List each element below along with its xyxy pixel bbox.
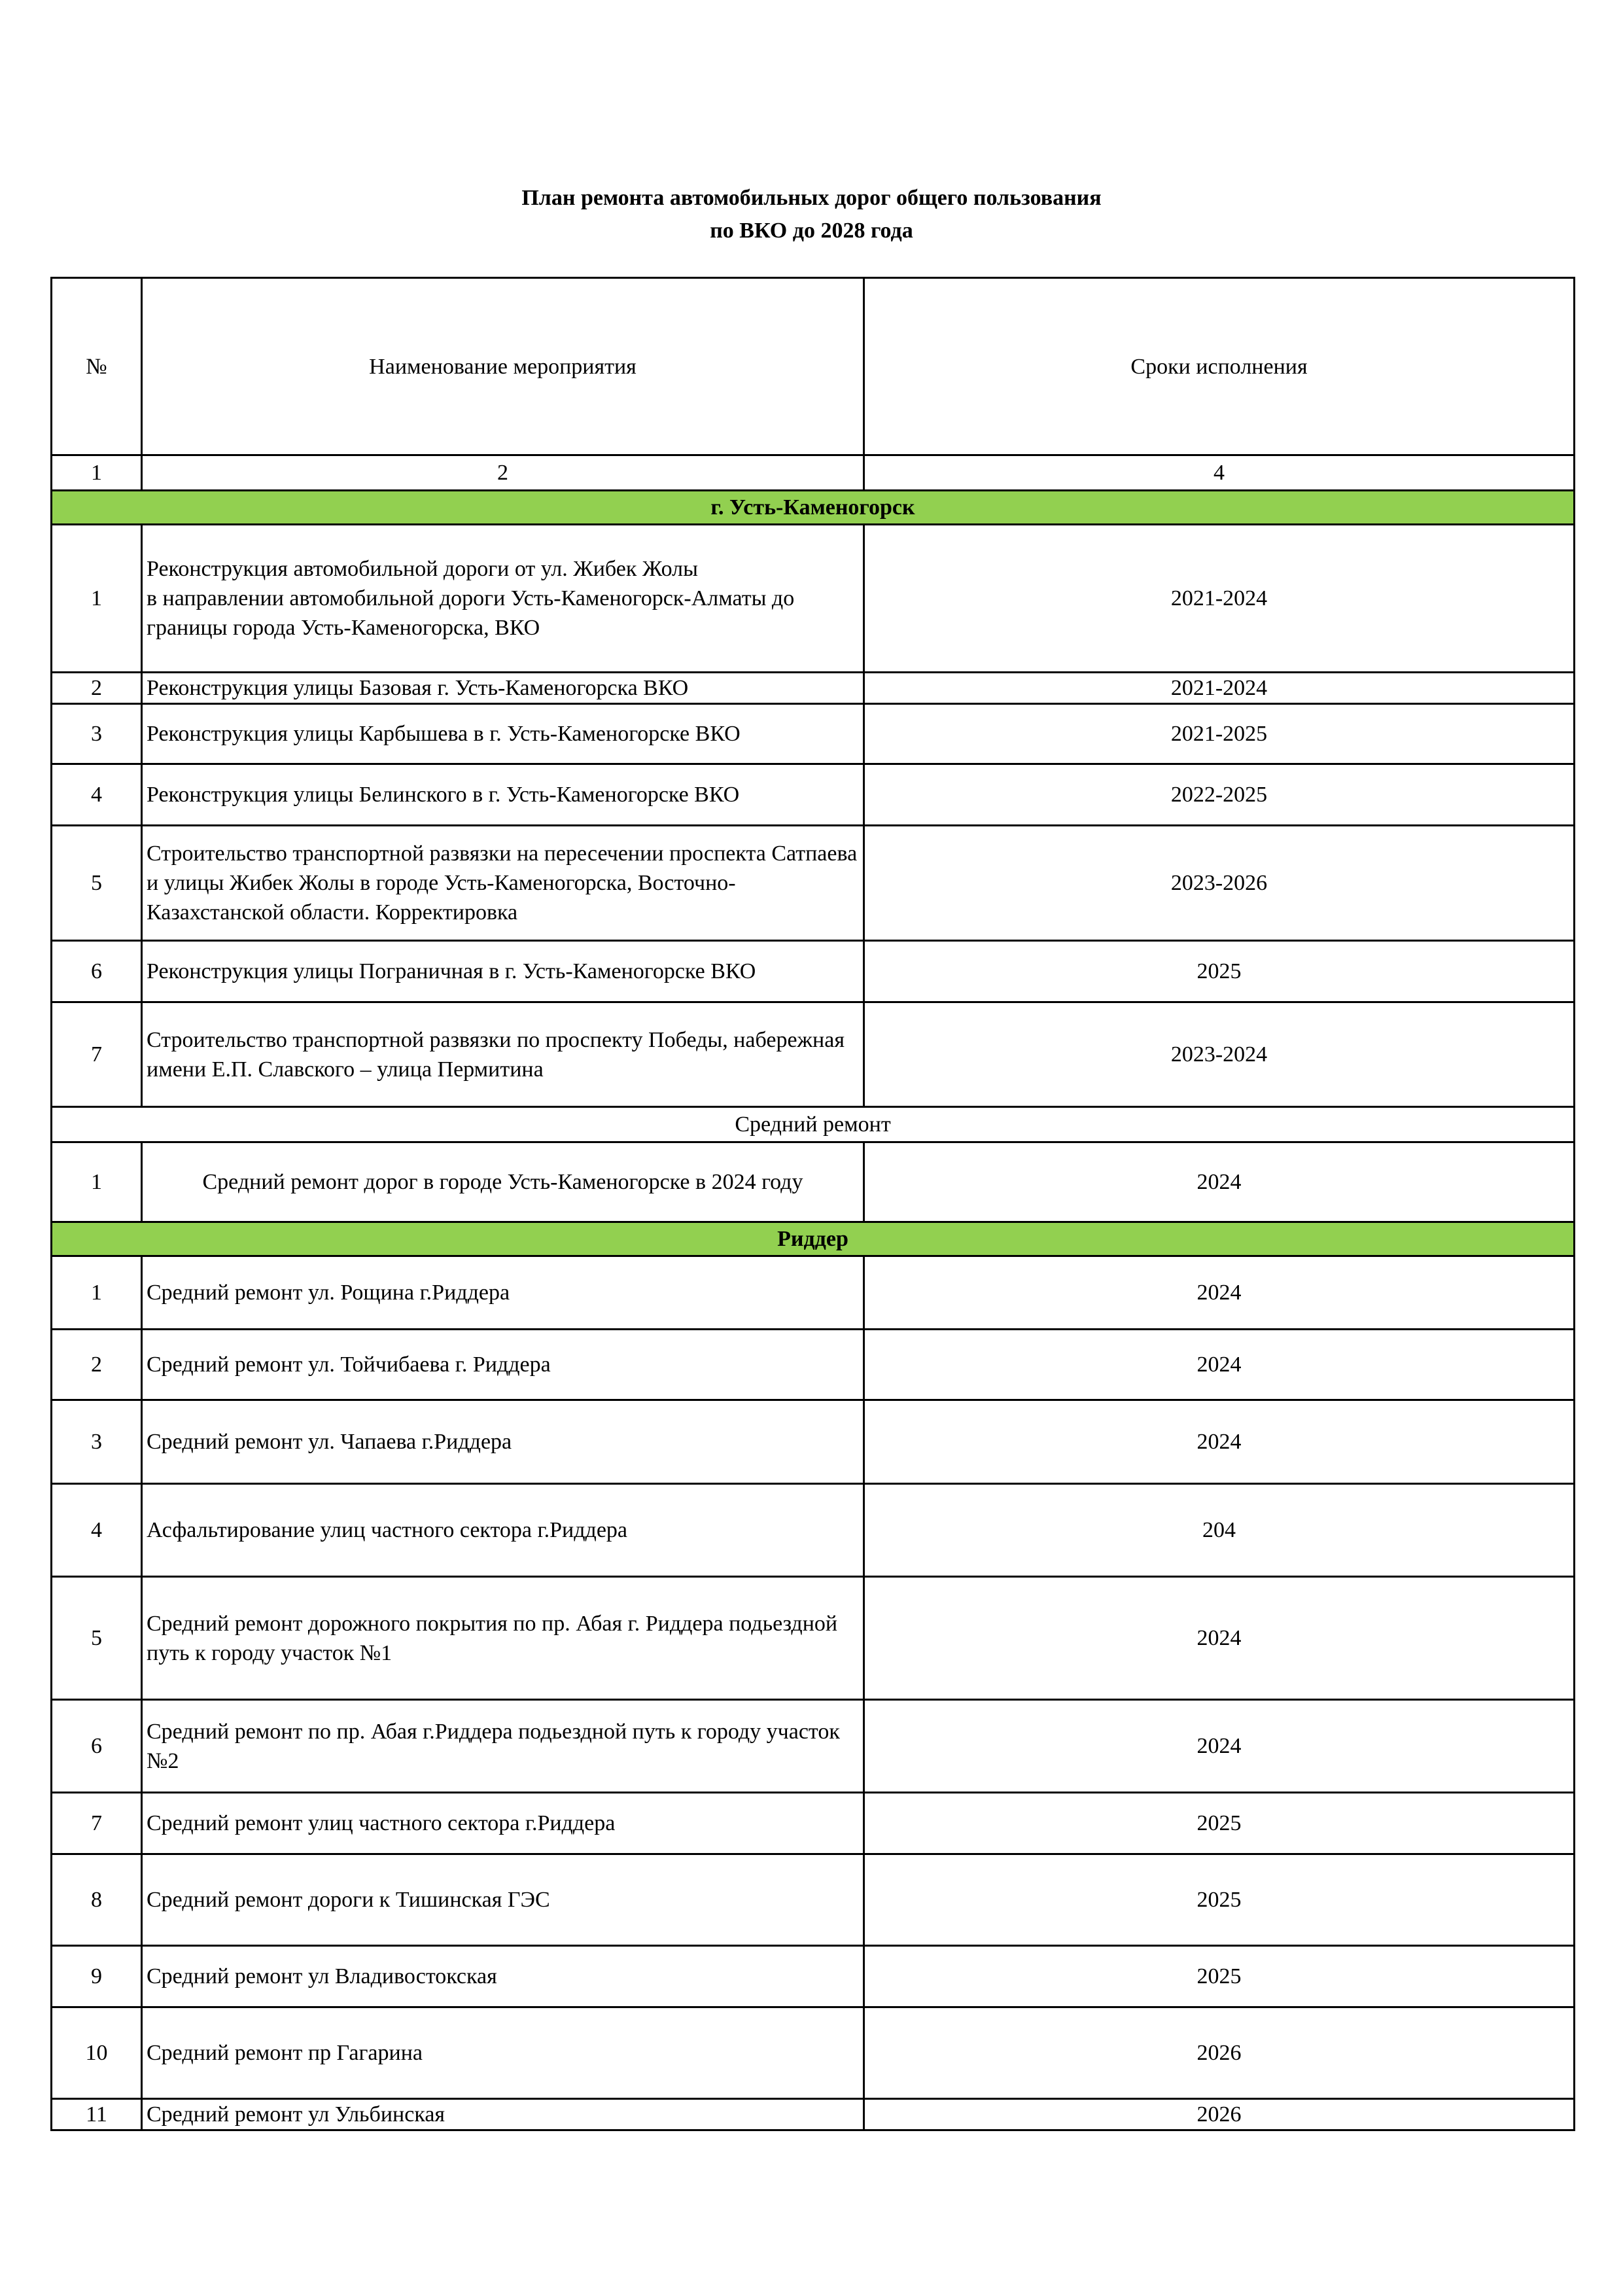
row-terms: 2025 [864,1793,1575,1854]
header-numbers-row [52,455,1575,491]
row-name: Строительство транспортной развязки по проспекту Победы, набережная имени Е.П. Славского – улица Пермитина [142,1002,864,1107]
row-name: Асфальтирование улиц частного сектора г.Риддера [142,1484,864,1577]
table-row [52,704,1575,764]
row-terms: 204 [864,1484,1575,1577]
row-terms: 2025 [864,1854,1575,1946]
plan-table [50,277,1575,2131]
row-number: 8 [52,1854,142,1946]
table-row [52,1330,1575,1400]
section-title: г. Усть-Каменогорск [52,491,1575,525]
row-terms: 2022-2025 [864,764,1575,826]
table-row [52,2099,1575,2130]
row-terms: 2021-2024 [864,525,1575,673]
row-name: Строительство транспортной развязки на пересечении проспекта Сатпаева и улицы Жибек Жолы в городе Усть-Каменогорска, Восточно-Казахстанской области. Корректировка [142,826,864,941]
row-name: Средний ремонт пр Гагарина [142,2007,864,2099]
row-name: Средний ремонт ул. Чапаева г.Риддера [142,1400,864,1484]
row-name: Реконструкция улицы Карбышева в г. Усть-Каменогорске ВКО [142,704,864,764]
table-row [52,1484,1575,1577]
table-row [52,941,1575,1002]
row-number: 2 [52,673,142,704]
header-col-index-3: 4 [864,455,1575,491]
row-number: 6 [52,1700,142,1793]
row-number: 1 [52,1256,142,1330]
row-terms: 2024 [864,1256,1575,1330]
table-row [52,1002,1575,1107]
row-number: 7 [52,1002,142,1107]
row-number: 6 [52,941,142,1002]
row-name: Средний ремонт ул Владивостокская [142,1946,864,2007]
table-row [52,1142,1575,1222]
row-number: 1 [52,525,142,673]
row-terms: 2025 [864,1946,1575,2007]
table-row [52,1700,1575,1793]
row-name: Средний ремонт улиц частного сектора г.Риддера [142,1793,864,1854]
row-terms: 2026 [864,2007,1575,2099]
table-row [52,1793,1575,1854]
row-terms: 2024 [864,1577,1575,1700]
row-terms: 2026 [864,2099,1575,2130]
row-terms: 2024 [864,1330,1575,1400]
header-col-index-2: 2 [142,455,864,491]
row-number: 3 [52,1400,142,1484]
row-name: Средний ремонт дорог в городе Усть-Каменогорске в 2024 году [142,1142,864,1222]
header-row [52,278,1575,455]
row-terms: 2023-2026 [864,826,1575,941]
table-row [52,673,1575,704]
row-number: 4 [52,1484,142,1577]
subsection-header [52,1107,1575,1142]
row-name: Средний ремонт ул. Тойчибаева г. Риддера [142,1330,864,1400]
section-header [52,491,1575,525]
row-name: Средний ремонт ул Ульбинская [142,2099,864,2130]
row-name: Средний ремонт по пр. Абая г.Риддера подьездной путь к городу участок №2 [142,1700,864,1793]
row-name: Средний ремонт дорожного покрытия по пр. Абая г. Риддера подьездной путь к городу участок №1 [142,1577,864,1700]
table-row [52,1854,1575,1946]
table-row [52,764,1575,826]
row-number: 7 [52,1793,142,1854]
row-number: 5 [52,826,142,941]
row-number: 2 [52,1330,142,1400]
table-row [52,826,1575,941]
row-terms: 2024 [864,1142,1575,1222]
row-terms: 2021-2025 [864,704,1575,764]
table-row [52,525,1575,673]
row-name: Средний ремонт ул. Рощина г.Риддера [142,1256,864,1330]
section-title: Риддер [52,1222,1575,1256]
row-name: Реконструкция автомобильной дороги от ул. Жибек Жолы в направлении автомобильной дороги Усть-Каменогорск-Алматы до границы города Усть-Каменогорска, ВКО [142,525,864,673]
header-name: Наименование мероприятия [142,278,864,455]
header-col-index-1: 1 [52,455,142,491]
table-row [52,1400,1575,1484]
document-title [0,182,1623,247]
row-terms: 2024 [864,1700,1575,1793]
row-terms: 2024 [864,1400,1575,1484]
title-line-2: по ВКО до 2028 года [710,219,913,243]
section-header [52,1222,1575,1256]
row-number: 5 [52,1577,142,1700]
row-name: Реконструкция улицы Пограничная в г. Усть-Каменогорске ВКО [142,941,864,1002]
header-terms: Сроки исполнения [864,278,1575,455]
table-row [52,1577,1575,1700]
row-name: Средний ремонт дороги к Тишинская ГЭС [142,1854,864,1946]
row-name: Реконструкция улицы Белинского в г. Усть-Каменогорске ВКО [142,764,864,826]
row-terms: 2021-2024 [864,673,1575,704]
table-row [52,2007,1575,2099]
table-row [52,1256,1575,1330]
header-number: № [52,278,142,455]
row-number: 10 [52,2007,142,2099]
row-number: 9 [52,1946,142,2007]
table-row [52,1946,1575,2007]
row-number: 4 [52,764,142,826]
row-terms: 2023-2024 [864,1002,1575,1107]
row-number: 1 [52,1142,142,1222]
subsection-title: Средний ремонт [52,1107,1575,1142]
row-terms: 2025 [864,941,1575,1002]
title-line-1: План ремонта автомобильных дорог общего пользования [521,186,1102,210]
row-name: Реконструкция улицы Базовая г. Усть-Каменогорска ВКО [142,673,864,704]
row-number: 11 [52,2099,142,2130]
row-number: 3 [52,704,142,764]
